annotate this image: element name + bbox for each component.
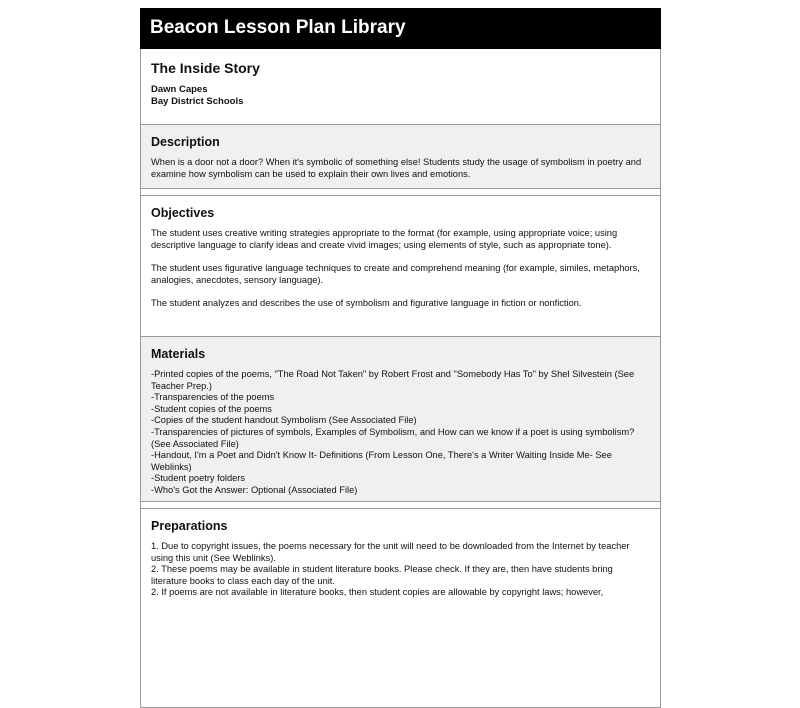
lesson-school: Bay District Schools <box>151 96 244 107</box>
lesson-title: The Inside Story <box>151 60 260 76</box>
objective-item: The student uses creative writing strategies appropriate to the format (for example, using appropriate voice; using descriptive language to clarify ideas and create vivid images; using elements of style, such as appropriate tone). <box>151 228 618 250</box>
material-item: -Student poetry folders <box>151 473 246 484</box>
preparation-item: 2. These poems may be available in student literature books. Please check. If they are, then have students bring literature books to class each day of the unit. <box>151 564 613 586</box>
lesson-page <box>140 8 661 708</box>
material-item: -Printed copies of the poems, "The Road Not Taken" by Robert Frost and "Somebody Has To" by Shel Silvestein (See Teacher Prep.) <box>151 369 635 391</box>
preparations-heading: Preparations <box>151 519 228 533</box>
preparation-item: 1. Due to copyright issues, the poems necessary for the unit will need to be downloaded from the Internet by teacher using this unit (See Weblinks). <box>151 541 630 563</box>
description-text: When is a door not a door? When it's symbolic of something else! Students study the usage of symbolism in poetry and examine how symbolism can be used to explain their own lives and emotions. <box>151 157 642 179</box>
page-banner <box>140 8 661 49</box>
materials-section <box>140 337 661 502</box>
lesson-header <box>140 49 661 125</box>
material-item: -Transparencies of pictures of symbols, Examples of Symbolism, and How can we know if a poet is using symbolism? (See Associated File) <box>151 426 635 449</box>
preparations-section <box>140 508 661 708</box>
objectives-heading: Objectives <box>151 206 215 220</box>
material-item: -Student copies of the poems <box>151 403 272 414</box>
material-item: -Who's Got the Answer: Optional (Associated File) <box>151 484 358 495</box>
description-section <box>140 125 661 189</box>
objective-item: The student uses figurative language techniques to create and comprehend meaning (for example, similes, metaphors, analogies, anecdotes, sensory language). <box>151 263 640 285</box>
material-item: -Handout, I'm a Poet and Didn't Know It- Definitions (From Lesson One, There's a Writer Waiting Inside Me- See Weblinks) <box>151 450 612 472</box>
preparation-item: 2. If poems are not available in literature books, then student copies are allowable by copyright laws; however, <box>151 587 604 598</box>
material-item: -Copies of the student handout Symbolism (See Associated File) <box>151 415 417 426</box>
library-title: Beacon Lesson Plan Library <box>150 17 406 38</box>
lesson-author: Dawn Capes <box>151 84 208 95</box>
objective-item: The student analyzes and describes the use of symbolism and figurative language in fiction or nonfiction. <box>151 298 582 309</box>
materials-heading: Materials <box>151 347 206 361</box>
objectives-section <box>140 195 661 337</box>
description-heading: Description <box>151 135 220 149</box>
material-item: -Transparencies of the poems <box>151 392 275 403</box>
